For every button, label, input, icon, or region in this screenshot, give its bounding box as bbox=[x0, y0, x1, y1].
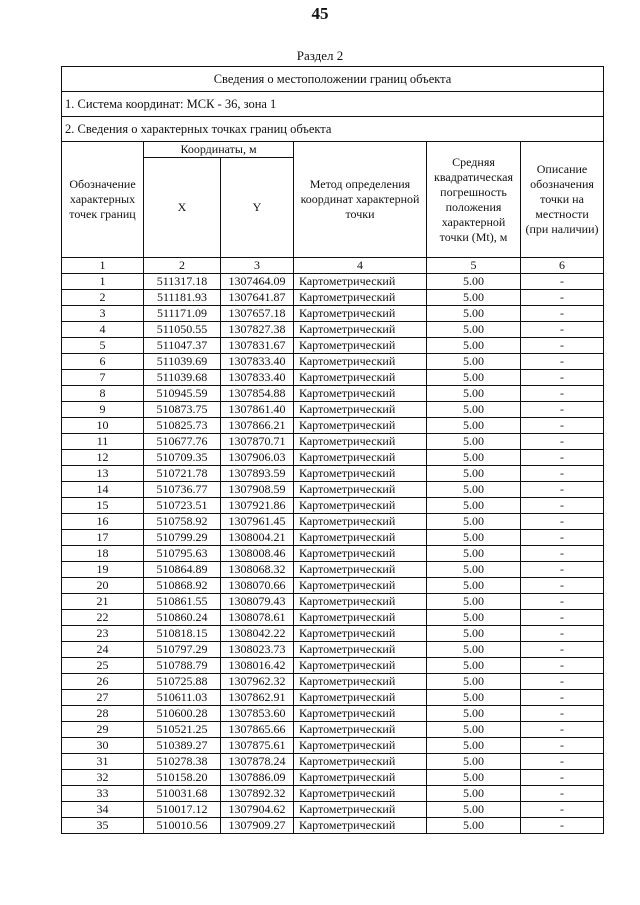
description-cell: - bbox=[521, 690, 604, 706]
method-cell: Картометрический bbox=[294, 642, 427, 658]
y-coordinate-cell: 1307908.59 bbox=[221, 482, 294, 498]
error-cell: 5.00 bbox=[427, 658, 521, 674]
y-coordinate-cell: 1307893.59 bbox=[221, 466, 294, 482]
method-cell: Картометрический bbox=[294, 754, 427, 770]
table-row bbox=[62, 674, 604, 690]
error-cell: 5.00 bbox=[427, 802, 521, 818]
table-row bbox=[62, 338, 604, 354]
table-row bbox=[62, 434, 604, 450]
x-coordinate-cell: 510799.29 bbox=[144, 530, 221, 546]
table-row bbox=[62, 514, 604, 530]
points-heading: 2. Сведения о характерных точках границ объекта bbox=[62, 117, 604, 142]
point-id-cell: 22 bbox=[62, 610, 144, 626]
point-id-cell: 10 bbox=[62, 418, 144, 434]
x-coordinate-cell: 511317.18 bbox=[144, 274, 221, 290]
point-id-cell: 31 bbox=[62, 754, 144, 770]
point-id-cell: 15 bbox=[62, 498, 144, 514]
error-cell: 5.00 bbox=[427, 402, 521, 418]
y-coordinate-cell: 1307870.71 bbox=[221, 434, 294, 450]
y-coordinate-cell: 1307865.66 bbox=[221, 722, 294, 738]
y-coordinate-cell: 1308070.66 bbox=[221, 578, 294, 594]
method-cell: Картометрический bbox=[294, 722, 427, 738]
point-id-cell: 1 bbox=[62, 274, 144, 290]
x-coordinate-cell: 510818.15 bbox=[144, 626, 221, 642]
error-cell: 5.00 bbox=[427, 738, 521, 754]
x-coordinate-cell: 510864.89 bbox=[144, 562, 221, 578]
y-coordinate-cell: 1307833.40 bbox=[221, 370, 294, 386]
error-cell: 5.00 bbox=[427, 770, 521, 786]
method-cell: Картометрический bbox=[294, 418, 427, 434]
x-coordinate-cell: 510389.27 bbox=[144, 738, 221, 754]
error-cell: 5.00 bbox=[427, 482, 521, 498]
y-coordinate-cell: 1307866.21 bbox=[221, 418, 294, 434]
y-coordinate-cell: 1307464.09 bbox=[221, 274, 294, 290]
section-label: Раздел 2 bbox=[296, 48, 344, 63]
x-coordinate-cell: 510158.20 bbox=[144, 770, 221, 786]
point-id-cell: 20 bbox=[62, 578, 144, 594]
y-coordinate-cell: 1307904.62 bbox=[221, 802, 294, 818]
column-number: 2 bbox=[144, 258, 221, 274]
point-id-cell: 5 bbox=[62, 338, 144, 354]
method-cell: Картометрический bbox=[294, 658, 427, 674]
x-coordinate-cell: 510677.76 bbox=[144, 434, 221, 450]
method-cell: Картометрический bbox=[294, 498, 427, 514]
table-row bbox=[62, 770, 604, 786]
point-id-cell: 3 bbox=[62, 306, 144, 322]
table-row bbox=[62, 578, 604, 594]
error-cell: 5.00 bbox=[427, 674, 521, 690]
table-row bbox=[62, 498, 604, 514]
method-cell: Картометрический bbox=[294, 306, 427, 322]
table-row bbox=[62, 370, 604, 386]
error-cell: 5.00 bbox=[427, 546, 521, 562]
boundary-coordinates-table bbox=[61, 66, 604, 834]
table-row bbox=[62, 594, 604, 610]
x-coordinate-cell: 510797.29 bbox=[144, 642, 221, 658]
y-coordinate-cell: 1307641.87 bbox=[221, 290, 294, 306]
x-coordinate-cell: 510611.03 bbox=[144, 690, 221, 706]
method-cell: Картометрический bbox=[294, 578, 427, 594]
description-cell: - bbox=[521, 322, 604, 338]
header-x: X bbox=[144, 158, 221, 258]
x-coordinate-cell: 510945.59 bbox=[144, 386, 221, 402]
table-row bbox=[62, 402, 604, 418]
y-coordinate-cell: 1308023.73 bbox=[221, 642, 294, 658]
error-cell: 5.00 bbox=[427, 290, 521, 306]
y-coordinate-cell: 1307962.32 bbox=[221, 674, 294, 690]
point-id-cell: 30 bbox=[62, 738, 144, 754]
description-cell: - bbox=[521, 610, 604, 626]
point-id-cell: 19 bbox=[62, 562, 144, 578]
x-coordinate-cell: 511047.37 bbox=[144, 338, 221, 354]
y-coordinate-cell: 1307833.40 bbox=[221, 354, 294, 370]
x-coordinate-cell: 511171.09 bbox=[144, 306, 221, 322]
y-coordinate-cell: 1307906.03 bbox=[221, 450, 294, 466]
table-row bbox=[62, 354, 604, 370]
table-row bbox=[62, 610, 604, 626]
table-row bbox=[62, 786, 604, 802]
error-cell: 5.00 bbox=[427, 594, 521, 610]
x-coordinate-cell: 510758.92 bbox=[144, 514, 221, 530]
method-cell: Картометрический bbox=[294, 290, 427, 306]
table-row bbox=[62, 706, 604, 722]
y-coordinate-cell: 1307853.60 bbox=[221, 706, 294, 722]
table-row bbox=[62, 306, 604, 322]
error-cell: 5.00 bbox=[427, 354, 521, 370]
method-cell: Картометрический bbox=[294, 530, 427, 546]
error-cell: 5.00 bbox=[427, 786, 521, 802]
description-cell: - bbox=[521, 754, 604, 770]
table-row bbox=[62, 290, 604, 306]
y-coordinate-cell: 1308016.42 bbox=[221, 658, 294, 674]
x-coordinate-cell: 510723.51 bbox=[144, 498, 221, 514]
y-coordinate-cell: 1307878.24 bbox=[221, 754, 294, 770]
table-row bbox=[62, 690, 604, 706]
x-coordinate-cell: 510031.68 bbox=[144, 786, 221, 802]
method-cell: Картометрический bbox=[294, 770, 427, 786]
point-id-cell: 27 bbox=[62, 690, 144, 706]
point-id-cell: 8 bbox=[62, 386, 144, 402]
x-coordinate-cell: 510825.73 bbox=[144, 418, 221, 434]
point-id-cell: 32 bbox=[62, 770, 144, 786]
column-number: 6 bbox=[521, 258, 604, 274]
point-id-cell: 13 bbox=[62, 466, 144, 482]
description-cell: - bbox=[521, 466, 604, 482]
description-cell: - bbox=[521, 402, 604, 418]
table-row bbox=[62, 418, 604, 434]
point-id-cell: 34 bbox=[62, 802, 144, 818]
y-coordinate-cell: 1307921.86 bbox=[221, 498, 294, 514]
method-cell: Картометрический bbox=[294, 354, 427, 370]
description-cell: - bbox=[521, 578, 604, 594]
description-cell: - bbox=[521, 338, 604, 354]
table-row bbox=[62, 482, 604, 498]
method-cell: Картометрический bbox=[294, 594, 427, 610]
description-cell: - bbox=[521, 418, 604, 434]
description-cell: - bbox=[521, 802, 604, 818]
method-cell: Картометрический bbox=[294, 482, 427, 498]
error-cell: 5.00 bbox=[427, 386, 521, 402]
x-coordinate-cell: 510721.78 bbox=[144, 466, 221, 482]
x-coordinate-cell: 510788.79 bbox=[144, 658, 221, 674]
table-row bbox=[62, 386, 604, 402]
y-coordinate-cell: 1308068.32 bbox=[221, 562, 294, 578]
description-cell: - bbox=[521, 482, 604, 498]
error-cell: 5.00 bbox=[427, 642, 521, 658]
page-number: 45 bbox=[311, 4, 329, 23]
header-method: Метод определения координат характерной точки bbox=[294, 142, 427, 258]
x-coordinate-cell: 510010.56 bbox=[144, 818, 221, 834]
point-id-cell: 24 bbox=[62, 642, 144, 658]
column-number: 3 bbox=[221, 258, 294, 274]
error-cell: 5.00 bbox=[427, 466, 521, 482]
error-cell: 5.00 bbox=[427, 306, 521, 322]
method-cell: Картометрический bbox=[294, 466, 427, 482]
method-cell: Картометрический bbox=[294, 546, 427, 562]
table-row bbox=[62, 274, 604, 290]
point-id-cell: 4 bbox=[62, 322, 144, 338]
x-coordinate-cell: 510736.77 bbox=[144, 482, 221, 498]
description-cell: - bbox=[521, 722, 604, 738]
point-id-cell: 11 bbox=[62, 434, 144, 450]
table-row bbox=[62, 546, 604, 562]
method-cell: Картометрический bbox=[294, 338, 427, 354]
method-cell: Картометрический bbox=[294, 386, 427, 402]
method-cell: Картометрический bbox=[294, 626, 427, 642]
x-coordinate-cell: 511181.93 bbox=[144, 290, 221, 306]
x-coordinate-cell: 510861.55 bbox=[144, 594, 221, 610]
error-cell: 5.00 bbox=[427, 338, 521, 354]
x-coordinate-cell: 510278.38 bbox=[144, 754, 221, 770]
method-cell: Картометрический bbox=[294, 450, 427, 466]
error-cell: 5.00 bbox=[427, 274, 521, 290]
method-cell: Картометрический bbox=[294, 786, 427, 802]
error-cell: 5.00 bbox=[427, 322, 521, 338]
method-cell: Картометрический bbox=[294, 322, 427, 338]
description-cell: - bbox=[521, 626, 604, 642]
header-error: Средняя квадратическая погрешность положения характерной точки (Mt), м bbox=[427, 142, 521, 258]
y-coordinate-cell: 1307831.67 bbox=[221, 338, 294, 354]
header-coordinates: Координаты, м bbox=[144, 142, 294, 158]
error-cell: 5.00 bbox=[427, 722, 521, 738]
table-row bbox=[62, 802, 604, 818]
description-cell: - bbox=[521, 450, 604, 466]
point-id-cell: 17 bbox=[62, 530, 144, 546]
method-cell: Картометрический bbox=[294, 402, 427, 418]
point-id-cell: 14 bbox=[62, 482, 144, 498]
description-cell: - bbox=[521, 770, 604, 786]
description-cell: - bbox=[521, 562, 604, 578]
table-row bbox=[62, 562, 604, 578]
method-cell: Картометрический bbox=[294, 674, 427, 690]
error-cell: 5.00 bbox=[427, 818, 521, 834]
y-coordinate-cell: 1308042.22 bbox=[221, 626, 294, 642]
point-id-cell: 29 bbox=[62, 722, 144, 738]
column-number: 1 bbox=[62, 258, 144, 274]
error-cell: 5.00 bbox=[427, 626, 521, 642]
table-row bbox=[62, 626, 604, 642]
table-row bbox=[62, 450, 604, 466]
table-row bbox=[62, 466, 604, 482]
x-coordinate-cell: 510725.88 bbox=[144, 674, 221, 690]
x-coordinate-cell: 511050.55 bbox=[144, 322, 221, 338]
y-coordinate-cell: 1307875.61 bbox=[221, 738, 294, 754]
point-id-cell: 26 bbox=[62, 674, 144, 690]
description-cell: - bbox=[521, 514, 604, 530]
point-id-cell: 18 bbox=[62, 546, 144, 562]
x-coordinate-cell: 510017.12 bbox=[144, 802, 221, 818]
y-coordinate-cell: 1307854.88 bbox=[221, 386, 294, 402]
x-coordinate-cell: 510860.24 bbox=[144, 610, 221, 626]
description-cell: - bbox=[521, 594, 604, 610]
method-cell: Картометрический bbox=[294, 562, 427, 578]
description-cell: - bbox=[521, 498, 604, 514]
error-cell: 5.00 bbox=[427, 690, 521, 706]
error-cell: 5.00 bbox=[427, 418, 521, 434]
point-id-cell: 35 bbox=[62, 818, 144, 834]
error-cell: 5.00 bbox=[427, 434, 521, 450]
description-cell: - bbox=[521, 786, 604, 802]
description-cell: - bbox=[521, 370, 604, 386]
description-cell: - bbox=[521, 530, 604, 546]
error-cell: 5.00 bbox=[427, 610, 521, 626]
error-cell: 5.00 bbox=[427, 706, 521, 722]
y-coordinate-cell: 1307657.18 bbox=[221, 306, 294, 322]
column-number-row bbox=[62, 258, 604, 274]
error-cell: 5.00 bbox=[427, 514, 521, 530]
description-cell: - bbox=[521, 546, 604, 562]
description-cell: - bbox=[521, 290, 604, 306]
error-cell: 5.00 bbox=[427, 450, 521, 466]
table-row bbox=[62, 658, 604, 674]
method-cell: Картометрический bbox=[294, 514, 427, 530]
x-coordinate-cell: 510521.25 bbox=[144, 722, 221, 738]
point-id-cell: 25 bbox=[62, 658, 144, 674]
method-cell: Картометрический bbox=[294, 706, 427, 722]
table-row bbox=[62, 818, 604, 834]
y-coordinate-cell: 1308078.61 bbox=[221, 610, 294, 626]
table-row bbox=[62, 738, 604, 754]
x-coordinate-cell: 510868.92 bbox=[144, 578, 221, 594]
method-cell: Картометрический bbox=[294, 802, 427, 818]
x-coordinate-cell: 510600.28 bbox=[144, 706, 221, 722]
table-row bbox=[62, 722, 604, 738]
x-coordinate-cell: 510709.35 bbox=[144, 450, 221, 466]
description-cell: - bbox=[521, 434, 604, 450]
y-coordinate-cell: 1307892.32 bbox=[221, 786, 294, 802]
description-cell: - bbox=[521, 658, 604, 674]
description-cell: - bbox=[521, 642, 604, 658]
error-cell: 5.00 bbox=[427, 754, 521, 770]
point-id-cell: 2 bbox=[62, 290, 144, 306]
error-cell: 5.00 bbox=[427, 530, 521, 546]
y-coordinate-cell: 1307961.45 bbox=[221, 514, 294, 530]
point-id-cell: 28 bbox=[62, 706, 144, 722]
table-row bbox=[62, 754, 604, 770]
x-coordinate-cell: 511039.68 bbox=[144, 370, 221, 386]
description-cell: - bbox=[521, 706, 604, 722]
point-id-cell: 23 bbox=[62, 626, 144, 642]
description-cell: - bbox=[521, 738, 604, 754]
y-coordinate-cell: 1307827.38 bbox=[221, 322, 294, 338]
point-id-cell: 7 bbox=[62, 370, 144, 386]
point-id-cell: 9 bbox=[62, 402, 144, 418]
method-cell: Картометрический bbox=[294, 610, 427, 626]
point-id-cell: 12 bbox=[62, 450, 144, 466]
error-cell: 5.00 bbox=[427, 498, 521, 514]
y-coordinate-cell: 1307909.27 bbox=[221, 818, 294, 834]
y-coordinate-cell: 1307862.91 bbox=[221, 690, 294, 706]
method-cell: Картометрический bbox=[294, 738, 427, 754]
x-coordinate-cell: 510873.75 bbox=[144, 402, 221, 418]
point-id-cell: 16 bbox=[62, 514, 144, 530]
method-cell: Картометрический bbox=[294, 818, 427, 834]
point-id-cell: 21 bbox=[62, 594, 144, 610]
error-cell: 5.00 bbox=[427, 562, 521, 578]
description-cell: - bbox=[521, 306, 604, 322]
y-coordinate-cell: 1308008.46 bbox=[221, 546, 294, 562]
header-description: Описание обозначения точки на местности (при наличии) bbox=[521, 142, 604, 258]
y-coordinate-cell: 1307861.40 bbox=[221, 402, 294, 418]
method-cell: Картометрический bbox=[294, 274, 427, 290]
description-cell: - bbox=[521, 818, 604, 834]
coordinate-system: 1. Система координат: МСК - 36, зона 1 bbox=[62, 92, 604, 117]
y-coordinate-cell: 1308004.21 bbox=[221, 530, 294, 546]
method-cell: Картометрический bbox=[294, 434, 427, 450]
x-coordinate-cell: 511039.69 bbox=[144, 354, 221, 370]
description-cell: - bbox=[521, 386, 604, 402]
point-id-cell: 33 bbox=[62, 786, 144, 802]
column-number: 5 bbox=[427, 258, 521, 274]
table-row bbox=[62, 642, 604, 658]
header-y: Y bbox=[221, 158, 294, 258]
method-cell: Картометрический bbox=[294, 370, 427, 386]
method-cell: Картометрический bbox=[294, 690, 427, 706]
description-cell: - bbox=[521, 674, 604, 690]
point-id-cell: 6 bbox=[62, 354, 144, 370]
table-title: Сведения о местоположении границ объекта bbox=[62, 67, 604, 92]
table-row bbox=[62, 530, 604, 546]
x-coordinate-cell: 510795.63 bbox=[144, 546, 221, 562]
error-cell: 5.00 bbox=[427, 370, 521, 386]
y-coordinate-cell: 1307886.09 bbox=[221, 770, 294, 786]
table-row bbox=[62, 322, 604, 338]
description-cell: - bbox=[521, 354, 604, 370]
error-cell: 5.00 bbox=[427, 578, 521, 594]
y-coordinate-cell: 1308079.43 bbox=[221, 594, 294, 610]
header-point: Обозначение характерных точек границ bbox=[62, 142, 144, 258]
description-cell: - bbox=[521, 274, 604, 290]
column-number: 4 bbox=[294, 258, 427, 274]
